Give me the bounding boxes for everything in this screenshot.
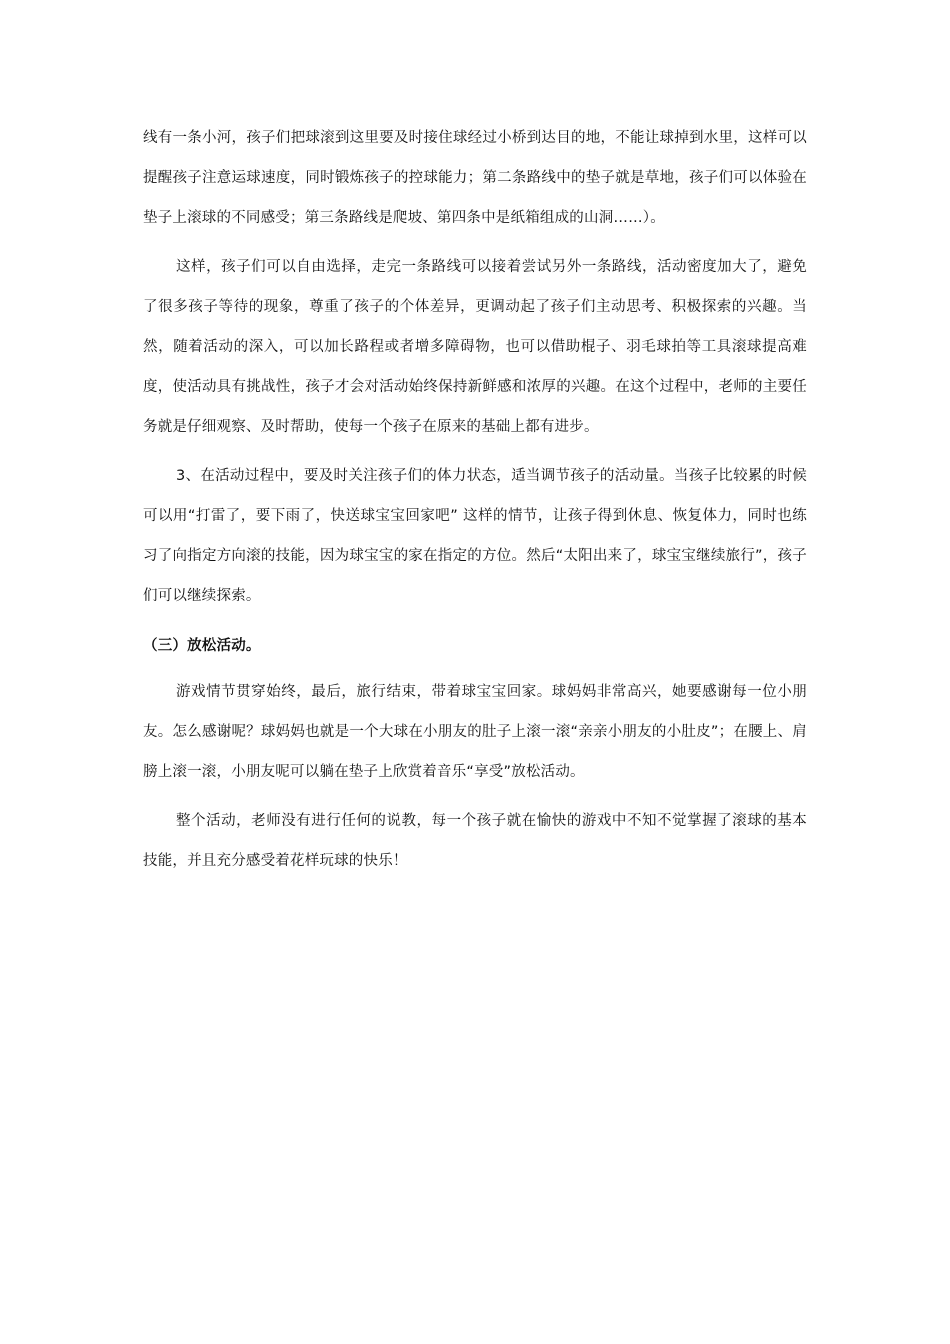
- paragraph-relaxation: 游戏情节贯穿始终，最后，旅行结束，带着球宝宝回家。球妈妈非常高兴，她要感谢每一位小朋友。怎么感谢呢？球妈妈也就是一个大球在小朋友的肚子上滚一滚“亲亲小朋友的小肚皮”；在腰上、肩膀上滚一滚，小朋友呢可以躺在垫子上欣赏着音乐“享受”放松活动。: [143, 684, 807, 780]
- document-body: [143, 118, 807, 890]
- paragraph-activity-load: 3、在活动过程中，要及时关注孩子们的体力状态，适当调节孩子的活动量。当孩子比较累的时候可以用“打雷了，要下雨了，快送球宝宝回家吧” 这样的情节，让孩子得到休息、恢复体力，同时也练习了向指定方向滚的技能，因为球宝宝的家在指定的方位。然后“太阳出来了，球宝宝继续旅行”，孩子们可以继续探索。: [143, 468, 807, 604]
- section-heading-relaxation: （三）放松活动。: [143, 638, 261, 654]
- paragraph-free-choice: 这样，孩子们可以自由选择，走完一条路线可以接着尝试另外一条路线，活动密度加大了，避免了很多孩子等待的现象，尊重了孩子的个体差异，更调动起了孩子们主动思考、积极探索的兴趣。当然，随着活动的深入，可以加长路程或者增多障碍物，也可以借助棍子、羽毛球拍等工具滚球提高难度，使活动具有挑战性，孩子才会对活动始终保持新鲜感和浓厚的兴趣。在这个过程中，老师的主要任务就是仔细观察、及时帮助，使每一个孩子在原来的基础上都有进步。: [143, 259, 807, 435]
- paragraph-continued-routes: 线有一条小河，孩子们把球滚到这里要及时接住球经过小桥到达目的地，不能让球掉到水里，这样可以提醒孩子注意运球速度，同时锻炼孩子的控球能力；第二条路线中的垫子就是草地，孩子们可以体验在垫子上滚球的不同感受；第三条路线是爬坡、第四条中是纸箱组成的山洞……）。: [143, 130, 807, 226]
- paragraph-summary: 整个活动，老师没有进行任何的说教，每一个孩子就在愉快的游戏中不知不觉掌握了滚球的基本技能，并且充分感受着花样玩球的快乐！: [143, 813, 807, 869]
